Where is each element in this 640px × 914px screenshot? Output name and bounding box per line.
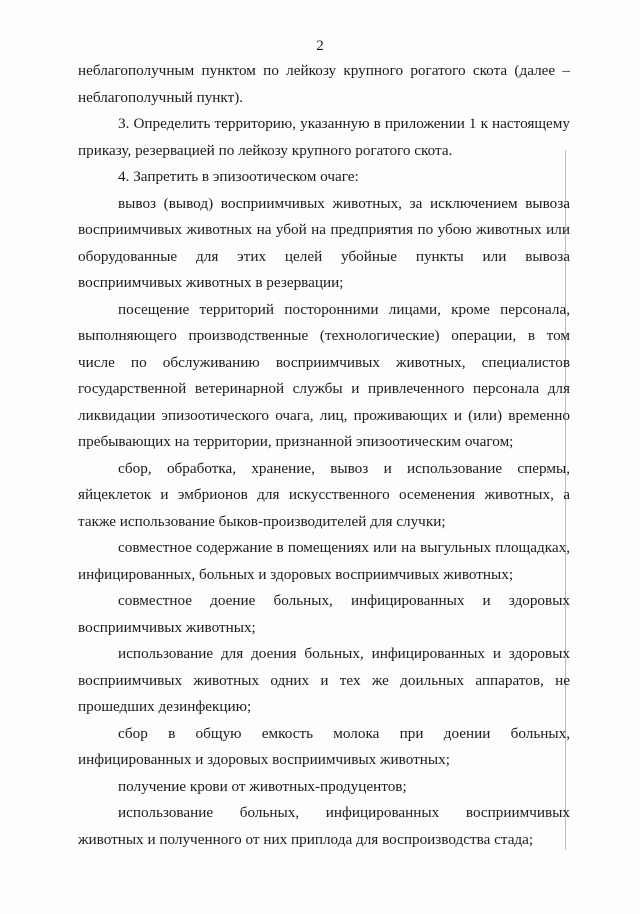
paragraph-9: сбор в общую емкость молока при доении больных, инфицированных и здоровых восприимчивых животных;: [78, 724, 570, 768]
paragraph-7: совместное доение больных, инфицированных и здоровых восприимчивых животных;: [78, 592, 570, 636]
paragraph-0: неблагополучным пунктом по лейкозу крупного рогатого скота (далее – неблагополучный пункт).: [78, 62, 570, 106]
document-body: [78, 58, 570, 853]
paragraph-8: использование для доения больных, инфицированных и здоровых восприимчивых животных одних и тех же доильных аппаратов, не прошедших дезинфекцию;: [78, 645, 570, 715]
paragraph-10: получение крови от животных-продуцентов;: [118, 777, 407, 795]
paragraph-1: 3. Определить территорию, указанную в приложении 1 к настоящему приказу, резервацией по лейкозу крупного рогатого скота.: [78, 115, 570, 159]
paragraph-5: сбор, обработка, хранение, вывоз и использование спермы, яйцеклеток и эмбрионов для искусственного осеменения животных, а также использование быков-производителей для случки;: [78, 459, 570, 530]
paragraph-4: посещение территорий посторонними лицами, кроме персонала, выполняющего производственные (технологические) операции, в том числе по обслуживанию восприимчивых животных, специалистов государственной ветеринарной службы и привлеченного персонала для ликвидации эпизоотического очага, лиц, проживающих и (или) временно пребывающих на территории, признанной эпизоотическим очагом;: [78, 300, 570, 450]
page-number: 2: [316, 38, 324, 54]
paragraph-6: совместное содержание в помещениях или на выгульных площадках, инфицированных, больных и здоровых восприимчивых животных;: [78, 539, 570, 583]
paragraph-11: использование больных, инфицированных восприимчивых животных и полученного от них приплода для воспроизводства стада;: [78, 804, 570, 848]
paragraph-3: вывоз (вывод) восприимчивых животных, за исключением вывоза восприимчивых животных на убой на предприятия по убою животных или оборудованные для этих целей убойные пункты или вывоза восприимчивых животных в резервации;: [78, 194, 570, 291]
paragraph-2: 4. Запретить в эпизоотическом очаге:: [118, 168, 359, 185]
